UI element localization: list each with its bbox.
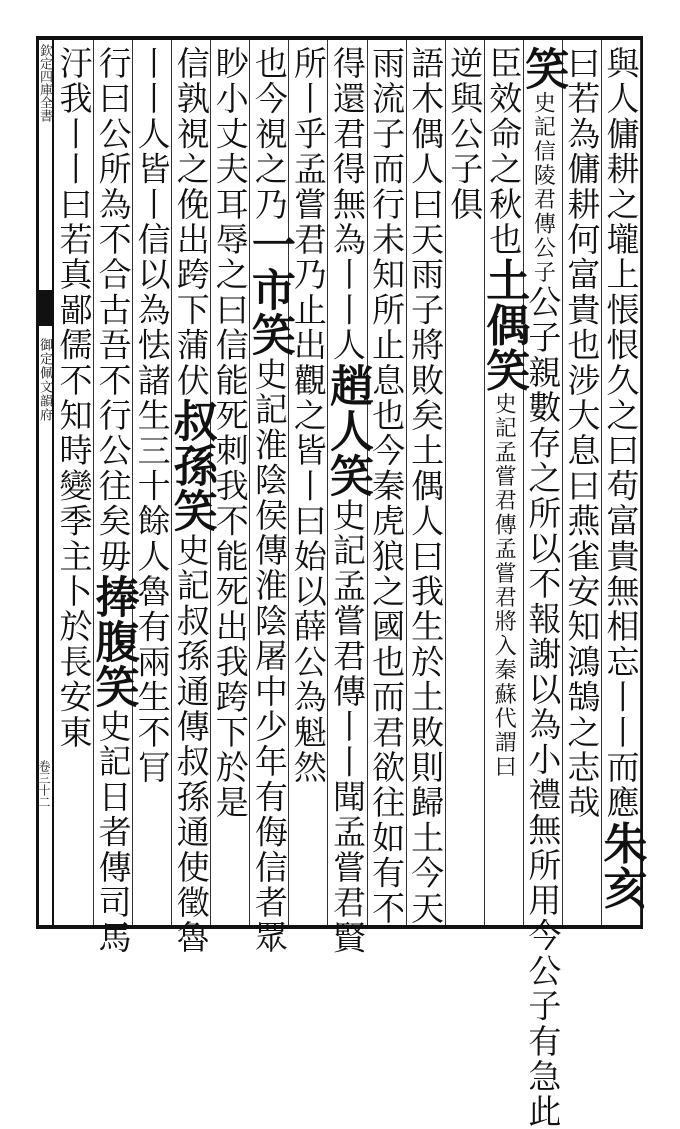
body-text: 臣效命之秋也 [484,46,524,258]
body-text: 所丨乎孟嘗君乃止 [288,46,328,328]
text-column [442,46,486,922]
entry-heading: 朱亥 [595,820,647,911]
annotation-note: 史記孟嘗君傳孟嘗君將入秦蘇代謂曰 [491,392,517,780]
book-name: 御定佩文韻府 [37,338,52,422]
entry-heading: 捧腹笑 [87,574,139,709]
body-text: 與人傭耕之壠上悵恨久之曰苟富貴無相忘丨丨而應 [601,46,641,821]
margin-title: 欽定四庫全書 [37,44,52,122]
entry-heading: 趙人笑 [322,362,373,498]
body-text: 公子親數存之所以不報謝以為小禮無所用今公子有急此 [523,284,563,1129]
text-column [559,46,603,922]
body-text: 語木偶人曰天雨子將敗矣土偶人曰我生於土敗則歸土今天 [406,46,446,926]
body-text: 諸生三十餘人魯有兩生不肎 [132,362,172,786]
annotation-note: 史記信陵君傳公子 [530,91,556,285]
body-text: 逆與公子俱 [445,46,485,222]
entry-heading: 叔孫笑 [165,398,217,533]
text-column [165,46,217,956]
body-text: 汙我丨丨曰若真鄙儒不知時變 [54,46,94,504]
body-text: 史記日者傳司馬 [93,709,133,956]
body-text: 信孰視之俛出跨下蒲伏 [171,46,211,398]
text-column [403,46,447,926]
body-text: 行曰公所為不合古吾不行公往矣毋 [93,46,133,574]
text-column [595,46,647,922]
body-text: 也今視之乃 [249,46,289,222]
text-column [286,46,330,922]
body-text: 得還君得無為丨丨人 [328,46,367,363]
entry-heading: 笑 [517,46,569,91]
body-text: 丨丨人皆丨信以為怯 [132,46,172,363]
body-text: 雨流子而行未知所止息也今秦虎狼之國也而君欲往如有不 [367,46,407,926]
body-text: 史記叔孫通傳叔孫通使徵魯 [171,533,211,956]
entry-heading: 一市笑 [243,222,295,357]
frame-top-border [36,36,643,40]
text-column [478,46,530,922]
page-number: 卷三十二 [37,760,51,808]
text-column [322,46,373,956]
body-text: 眇小丈夫耳 [210,46,250,222]
body-text: 季主卜於長安東 [54,503,94,751]
body-text: 辱之曰信能死刺我不能死出我跨下於是 [210,222,250,821]
text-column [130,46,174,922]
text-column [517,46,569,1129]
body-text: 出觀之皆丨曰始以薛公為魁然 [288,327,328,786]
body-text: 史記孟嘗君傳丨丨聞孟嘗君賢 [328,497,367,956]
body-text: 史記淮陰侯傳淮陰屠中少年有侮信者眾 [249,357,289,956]
text-column [87,46,139,956]
entry-heading: 土偶笑 [478,257,530,393]
body-text: 曰若為傭耕何富貴也涉大息曰燕雀安知鴻鵠之志哉 [562,46,602,821]
text-column [243,46,295,956]
fishtail-mark [36,290,52,326]
text-column [52,46,96,922]
